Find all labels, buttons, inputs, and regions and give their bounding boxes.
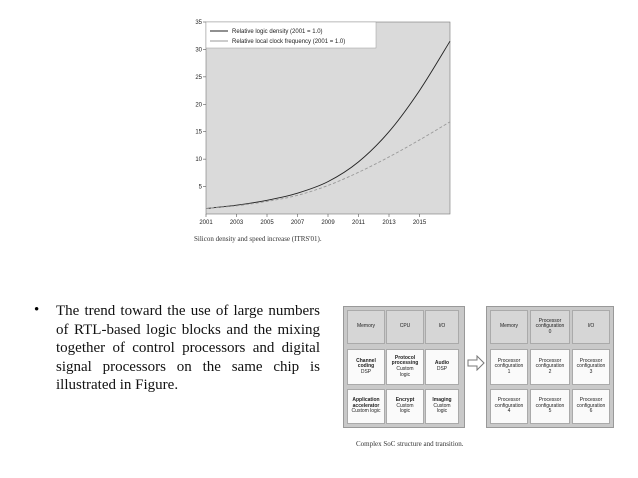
- cell-label-bold: Protocol: [394, 354, 416, 361]
- cell-label: configuration: [494, 402, 524, 409]
- x-tick-label: 2007: [290, 220, 305, 226]
- cell-label-bold: Audio: [434, 360, 450, 367]
- cell-label-bold: Encrypt: [395, 397, 415, 404]
- soc-block-audio: [425, 349, 459, 385]
- x-tick-label: 2003: [229, 220, 244, 226]
- y-tick-label: 15: [195, 129, 202, 136]
- soc-block-imaging: [425, 389, 459, 424]
- bullet-symbol: •: [34, 302, 40, 318]
- cell-label: Processor: [538, 357, 562, 364]
- cell-label: Processor: [497, 357, 521, 364]
- soc-block-io: [572, 310, 610, 344]
- cell-label: Custom: [433, 402, 451, 409]
- x-tick-label: 2001: [199, 220, 213, 226]
- chart-caption: Silicon density and speed increase (ITRS'01).: [194, 235, 322, 243]
- cell-label: 3: [589, 368, 593, 375]
- cell-label: logic: [436, 408, 448, 415]
- cell-label: 4: [507, 408, 511, 415]
- soc-block-processor-configuration: [530, 389, 570, 424]
- cell-label: 5: [548, 408, 552, 415]
- x-tick-label: 2015: [412, 220, 427, 226]
- cell-label-bold: Application: [352, 397, 380, 404]
- soc-block-memory: [347, 310, 385, 344]
- soc-block-processor-configuration: [530, 349, 570, 385]
- cell-label: I/O: [587, 323, 595, 330]
- cell-label: logic: [399, 371, 411, 378]
- cell-label: Custom logic: [351, 408, 381, 415]
- y-tick-label: 5: [198, 184, 202, 191]
- bullet-item: [34, 302, 320, 395]
- cell-label: logic: [399, 408, 411, 415]
- x-axis: [199, 214, 427, 226]
- y-tick-label: 30: [195, 47, 202, 54]
- soc-block-channel-coding: [347, 349, 385, 385]
- cell-label: configuration: [535, 402, 565, 409]
- cell-label: 6: [589, 408, 593, 415]
- cell-label: configuration: [535, 363, 565, 370]
- soc-block-cpu: [386, 310, 424, 344]
- transition-arrow-icon: [467, 355, 485, 371]
- soc-diagram-after: [486, 306, 614, 428]
- soc-diagram-before: [343, 306, 465, 428]
- line-chart: [186, 16, 456, 232]
- soc-block-io: [425, 310, 459, 344]
- y-tick-label: 25: [195, 74, 202, 81]
- cell-label-bold: Imaging: [432, 397, 452, 404]
- cell-label: CPU: [399, 323, 411, 330]
- y-axis: [195, 20, 206, 191]
- cell-label: I/O: [438, 323, 446, 330]
- y-tick-label: 35: [195, 20, 202, 26]
- x-tick-label: 2005: [260, 220, 274, 226]
- cell-label: Custom: [396, 402, 414, 409]
- cell-label: configuration: [494, 363, 524, 370]
- cell-label: 2: [548, 368, 552, 375]
- cell-label: Processor: [579, 397, 603, 404]
- soc-caption: Complex SoC structure and transition.: [356, 440, 464, 448]
- cell-label-bold: coding: [357, 363, 375, 370]
- y-tick-label: 20: [195, 102, 202, 109]
- cell-label: 0: [548, 328, 552, 335]
- x-tick-label: 2009: [321, 220, 335, 226]
- cell-label: Memory: [499, 323, 519, 330]
- soc-block-processor-configuration: [490, 389, 528, 424]
- cell-label-bold: accelerator: [352, 402, 380, 409]
- cell-label: DSP: [436, 366, 448, 372]
- x-tick-label: 2011: [352, 220, 365, 226]
- cell-label: Processor: [579, 357, 603, 364]
- soc-block-processor-configuration: [572, 389, 610, 424]
- y-tick-label: 10: [195, 157, 202, 164]
- soc-block-processor-configuration-0: [530, 310, 570, 344]
- cell-label-bold: processing: [391, 360, 419, 367]
- soc-block-memory: [490, 310, 528, 344]
- cell-label: Memory: [356, 323, 376, 330]
- cell-label: configuration: [535, 323, 565, 330]
- cell-label-bold: Channel: [356, 357, 376, 364]
- legend-label-frequency: Relative local clock frequency (2001 = 1.0): [232, 39, 346, 45]
- bullet-text: The trend toward the use of large numbers of RTL-based logic blocks and the mixing together of control processors and digital signal processors on the same chip is illustrated in Figure.: [56, 303, 320, 394]
- soc-block-protocol-processing: [386, 349, 424, 385]
- legend: [206, 22, 376, 48]
- cell-label: configuration: [576, 363, 606, 370]
- cell-label: Custom: [396, 366, 414, 372]
- cell-label: 1: [507, 368, 511, 375]
- x-tick-label: 2013: [382, 220, 396, 226]
- cell-label: configuration: [576, 402, 606, 409]
- soc-block-processor-configuration: [572, 349, 610, 385]
- soc-block-processor-configuration: [490, 349, 528, 385]
- cell-label: Processor: [538, 397, 562, 404]
- cell-label: DSP: [360, 368, 372, 375]
- soc-block-encrypt: [386, 389, 424, 424]
- plot-area: [206, 22, 450, 214]
- legend-label-density: Relative logic density (2001 = 1.0): [232, 29, 323, 35]
- cell-label: Processor: [497, 397, 521, 404]
- soc-block-application-accelerator: [347, 389, 385, 424]
- cell-label: Processor: [538, 317, 562, 324]
